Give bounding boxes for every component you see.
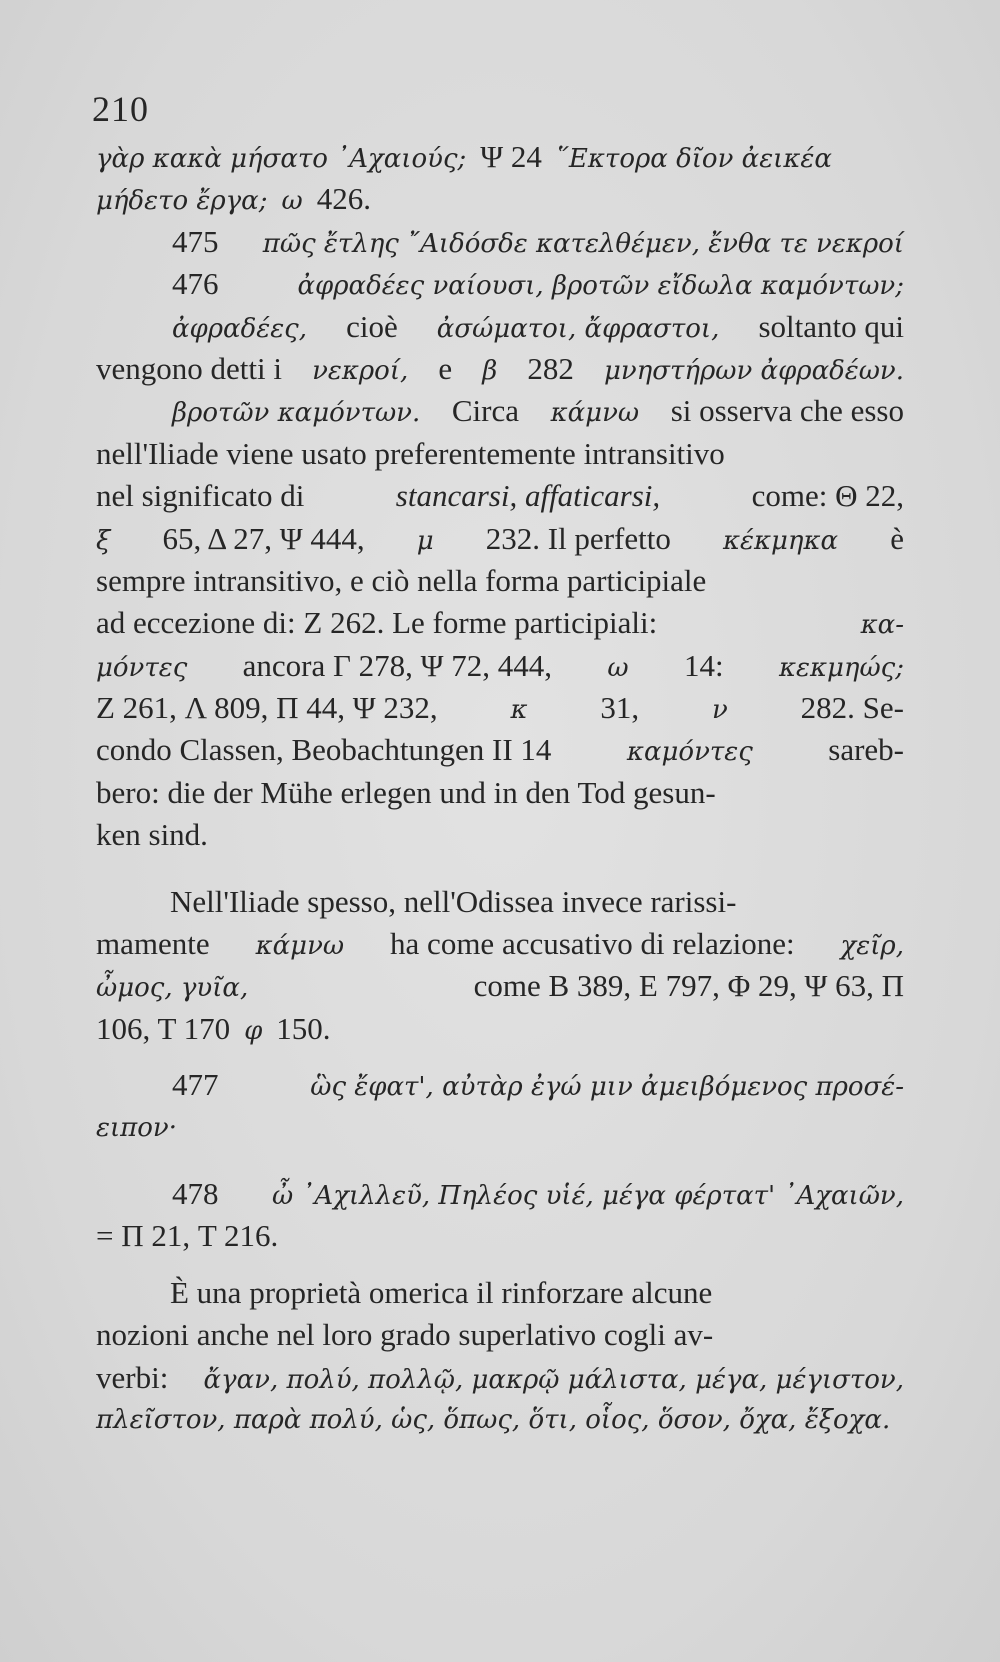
greek-text: μόντες bbox=[96, 652, 188, 683]
text-line bbox=[96, 518, 904, 560]
greek-text: ἄγαν, πολύ, πολλῷ, μακρῷ μάλιστα, μέγα, μέγιστον, bbox=[203, 1364, 904, 1395]
line-text: 31, bbox=[600, 690, 640, 726]
line-text: Circa bbox=[451, 393, 519, 429]
line-text: = Π 21, T 216. bbox=[96, 1218, 279, 1254]
line-text: 14: bbox=[683, 647, 724, 683]
greek-text: ἀφραδέες, bbox=[172, 313, 307, 344]
text-line bbox=[96, 136, 904, 178]
greek-text: ὣς ἔφατ', αὐτὰρ ἐγώ μιν ἀμειβόμενος προσέ- bbox=[310, 1072, 904, 1103]
text-line bbox=[96, 729, 904, 771]
text-line bbox=[96, 1399, 904, 1441]
text-line bbox=[96, 1107, 904, 1149]
line-text: 106, T 170 bbox=[96, 1010, 231, 1046]
line-text: 426. bbox=[316, 181, 371, 217]
line-text: bero: die der Mühe erlegen und in den Tod gesun- bbox=[96, 774, 716, 810]
line-text: sempre intransitivo, e ciò nella forma participiale bbox=[96, 562, 707, 598]
greek-text: ειπον· bbox=[96, 1112, 177, 1143]
greek-text: κέκμηκα bbox=[722, 525, 839, 556]
greek-text: ῞Εκτορα δῖον ἀεικέα bbox=[555, 144, 832, 174]
line-text: ancora Γ 278, Ψ 72, 444, bbox=[242, 647, 553, 683]
text-line bbox=[96, 390, 904, 432]
text-line bbox=[96, 881, 904, 923]
line-text: Z 261, Λ 809, Π 44, Ψ 232, bbox=[96, 690, 438, 726]
text-line bbox=[96, 1064, 904, 1106]
greek-text: μνηστήρων ἀφραδέων. bbox=[603, 355, 904, 386]
text-line bbox=[96, 1314, 904, 1356]
text-line bbox=[96, 1272, 904, 1314]
text-line bbox=[96, 178, 904, 220]
paragraph-gap bbox=[96, 1149, 904, 1173]
text-line bbox=[96, 433, 904, 475]
text-line bbox=[96, 772, 904, 814]
greek-text: καμόντες bbox=[626, 737, 753, 768]
greek-text: ὦ ᾽Αχιλλεῦ, Πηλέος υἱέ, μέγα φέρτατ' ᾽Αχαιῶν, bbox=[271, 1180, 904, 1211]
line-text: 150. bbox=[276, 1010, 331, 1046]
greek-text: φ bbox=[244, 1015, 263, 1046]
line-text: È una proprietà omerica il rinforzare alcune bbox=[170, 1274, 713, 1310]
text-line bbox=[96, 1173, 904, 1215]
line-text: soltanto qui bbox=[758, 308, 904, 344]
line-text: 282 bbox=[527, 350, 574, 386]
text-line bbox=[96, 1008, 904, 1050]
line-text: come B 389, E 797, Φ 29, Ψ 63, Π bbox=[473, 968, 904, 1004]
text-line bbox=[96, 306, 904, 348]
page-number: 210 bbox=[92, 89, 149, 129]
line-text: condo Classen, Beobachtungen II 14 bbox=[96, 732, 552, 768]
text-line bbox=[96, 814, 904, 856]
greek-text: ω bbox=[281, 186, 303, 217]
line-text: ken sind. bbox=[96, 817, 208, 853]
greek-text: ν bbox=[711, 695, 728, 726]
greek-text: πῶς ἔτλης ῎Αιδόσδε κατελθέμεν, ἔνθα τε νεκροί bbox=[262, 228, 904, 259]
text-line bbox=[96, 221, 904, 263]
greek-text: νεκροί, bbox=[312, 355, 409, 386]
line-text: nel significato di bbox=[96, 478, 305, 514]
line-text: 282. Se- bbox=[800, 690, 904, 726]
line-text: 477 bbox=[172, 1067, 219, 1103]
line-text: vengono detti i bbox=[96, 350, 282, 386]
paragraph-gap bbox=[96, 1050, 904, 1064]
line-text: verbi: bbox=[96, 1359, 169, 1395]
line-text: ad eccezione di: Z 262. Le forme participiali: bbox=[96, 605, 658, 641]
line-text: è bbox=[890, 520, 904, 556]
line-text: Ψ 24 bbox=[480, 139, 542, 174]
text-line bbox=[96, 602, 904, 644]
line-text: nozioni anche nel loro grado superlativo cogli av- bbox=[96, 1317, 714, 1353]
greek-text: κ bbox=[510, 695, 528, 726]
text-line bbox=[96, 965, 904, 1007]
greek-text: γὰρ κακὰ μήσατο ᾽Αχαιούς; bbox=[96, 144, 467, 174]
greek-text: ω bbox=[607, 652, 629, 683]
greek-text: μ bbox=[416, 525, 434, 556]
line-text: sareb- bbox=[828, 732, 904, 768]
paragraph-gap bbox=[96, 857, 904, 881]
greek-text: κάμνω bbox=[550, 398, 640, 429]
greek-text: μήδετο ἔργα; bbox=[96, 186, 268, 217]
line-text: 476 bbox=[172, 266, 219, 302]
line-text: 65, Δ 27, Ψ 444, bbox=[162, 520, 365, 556]
greek-text: ἀφραδέες ναίουσι, βροτῶν εἴδωλα καμόντων; bbox=[297, 271, 904, 302]
text-line bbox=[96, 923, 904, 965]
text-line bbox=[96, 263, 904, 305]
text-line bbox=[96, 645, 904, 687]
greek-text: ξ bbox=[96, 525, 111, 556]
greek-text: κα- bbox=[860, 610, 904, 641]
line-text: si osserva che esso bbox=[670, 393, 904, 429]
line-text: mamente bbox=[96, 926, 210, 962]
commentary-text bbox=[96, 136, 904, 1441]
line-text: 478 bbox=[172, 1175, 219, 1211]
greek-text: κάμνω bbox=[255, 931, 345, 962]
greek-text: ἀσώματοι, ἄφραστοι, bbox=[436, 313, 720, 344]
text-line bbox=[96, 560, 904, 602]
paragraph-gap bbox=[96, 1258, 904, 1272]
line-text: cioè bbox=[346, 308, 398, 344]
greek-text: βροτῶν καμόντων. bbox=[172, 398, 421, 429]
text-line bbox=[96, 1357, 904, 1399]
text-line bbox=[96, 475, 904, 517]
text-line bbox=[96, 348, 904, 390]
greek-text: β bbox=[482, 355, 498, 386]
line-text: Nell'Iliade spesso, nell'Odissea invece rarissi- bbox=[170, 883, 737, 919]
text-line bbox=[96, 687, 904, 729]
line-text: come: Θ 22, bbox=[751, 478, 904, 514]
line-text: ha come accusativo di relazione: bbox=[390, 926, 795, 962]
text-line bbox=[96, 1215, 904, 1257]
greek-text: χεῖρ, bbox=[840, 931, 904, 962]
greek-text: κεκμηώς; bbox=[778, 652, 904, 683]
greek-text: ὦμος, γυῖα, bbox=[96, 973, 249, 1004]
line-text: 232. Il perfetto bbox=[485, 520, 671, 556]
line-text: 475 bbox=[172, 223, 219, 259]
italic-text: stancarsi, affaticarsi, bbox=[395, 478, 661, 514]
greek-text: πλεῖστον, παρὰ πολύ, ὡς, ὅπως, ὅτι, οἷος, ὅσον, ὄχα, ἔξοχα. bbox=[96, 1404, 891, 1435]
line-text: nell'Iliade viene usato preferentemente intransitivo bbox=[96, 435, 725, 471]
line-text: e bbox=[438, 350, 453, 386]
